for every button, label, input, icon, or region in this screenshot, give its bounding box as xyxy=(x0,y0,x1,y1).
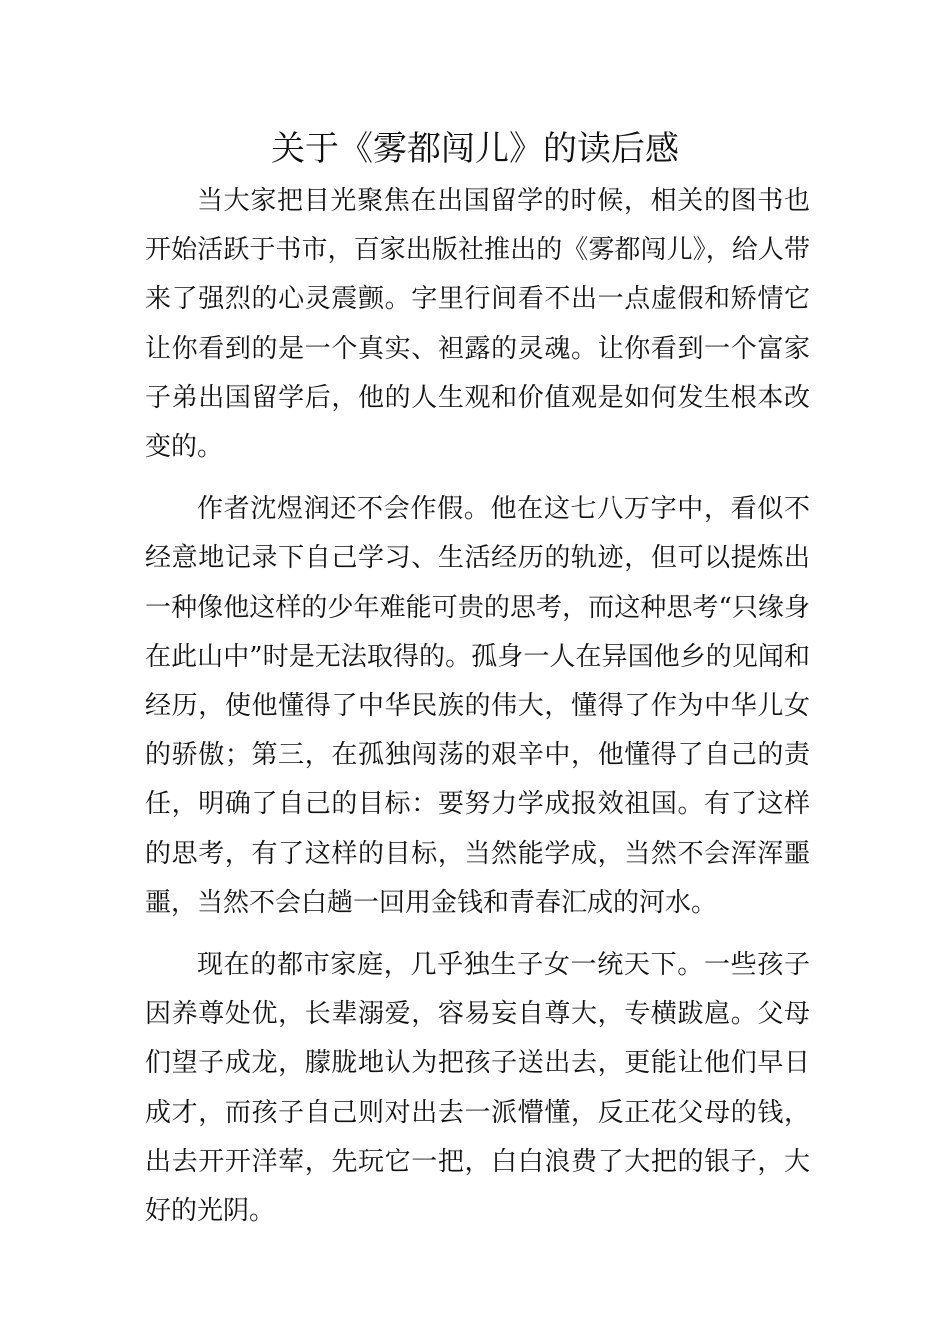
paragraph-1: 当大家把目光聚焦在出国留学的时候，相关的图书也开始活跃于书市，百家出版社推出的《雾都闯儿》，给人带来了强烈的心灵震颤。字里行间看不出一点虚假和矫情它让你看到的是一个真实、袒露的灵魂。让你看到一个富家子弟出国留学后，他的人生观和价值观是如何发生根本改变的。 xyxy=(145,186,810,463)
document-body xyxy=(145,177,810,1249)
paragraph-3: 现在的都市家庭，几乎独生子女一统天下。一些孩子因养尊处优，长辈溺爱，容易妄自尊大，专横跋扈。父母们望子成龙，朦胧地认为把孩子送出去，更能让他们早日成才，而孩子自己则对出去一派懵懂，反正花父母的钱，出去开开洋荤，先玩它一把，白白浪费了大把的银子，大好的光阴。 xyxy=(145,950,810,1227)
document-title: 关于《雾都闯儿》的读后感 xyxy=(271,129,679,169)
paragraph-2: 作者沈煜润还不会作假。他在这七八万字中，看似不经意地记录下自己学习、生活经历的轨迹，但可以提炼出一种像他这样的少年难能可贵的思考，而这种思考“只缘身在此山中”时是无法取得的。孤身一人在异国他乡的见闻和经历，使他懂得了中华民族的伟大，懂得了作为中华儿女的骄傲；第三，在孤独闯荡的艰辛中，他懂得了自己的责任，明确了自己的目标：要努力学成报效祖国。有了这样的思考，有了这样的目标，当然能学成，当然不会浑浑噩噩，当然不会白趟一回用金钱和青春汇成的河水。 xyxy=(145,494,810,918)
